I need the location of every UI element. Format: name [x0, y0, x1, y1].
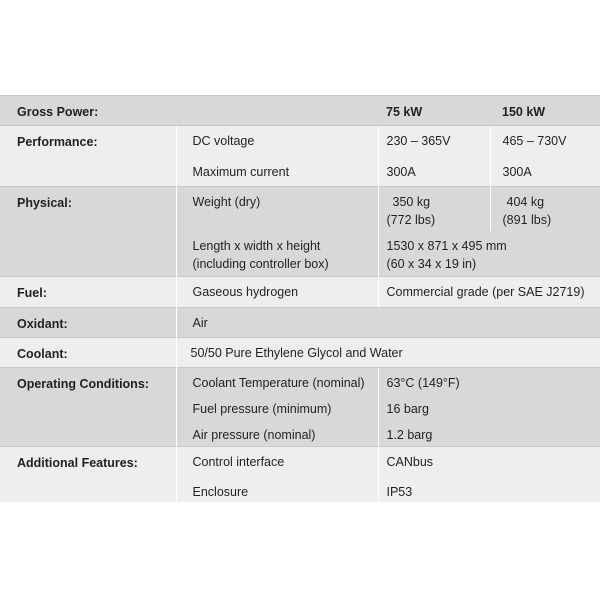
- dc-voltage-150: 465 – 730V: [490, 126, 600, 157]
- dimensions-value-line1: 1530 x 871 x 495 mm: [386, 238, 507, 253]
- dc-voltage-label: DC voltage: [176, 126, 378, 157]
- weight-75-kg: 350 kg: [392, 195, 431, 209]
- fuel-label: Fuel:: [0, 277, 176, 308]
- physical-label: Physical:: [0, 187, 176, 277]
- coolant-temp-label: Coolant Temperature (nominal): [176, 368, 378, 394]
- dimensions-value-line2: (60 x 34 x 19 in): [386, 256, 477, 271]
- coolant-label: Coolant:: [0, 338, 176, 368]
- fuel-grade: Commercial grade (per SAE J2719): [378, 277, 600, 308]
- dc-voltage-75: 230 – 365V: [378, 126, 490, 157]
- max-current-150: 300A: [490, 157, 600, 187]
- weight-75: [378, 187, 490, 231]
- col-75kw-header: 75 kW: [378, 96, 490, 126]
- oxidant-label: Oxidant:: [0, 308, 176, 338]
- control-interface-value: CANbus: [378, 447, 600, 477]
- dimensions-value: [378, 231, 600, 277]
- dimensions-label-line2: (including controller box): [192, 256, 329, 271]
- air-pressure-value: 1.2 barg: [378, 420, 600, 447]
- col-150kw-header: 150 kW: [490, 96, 600, 126]
- control-interface-label: Control interface: [176, 447, 378, 477]
- gross-power-label: Gross Power:: [0, 96, 176, 126]
- gross-power-row: [0, 96, 600, 126]
- dimensions-label-line1: Length x width x height: [192, 238, 321, 253]
- coolant-temp-row: [0, 368, 600, 394]
- additional-features-label: Additional Features:: [0, 447, 176, 502]
- coolant-value: 50/50 Pure Ethylene Glycol and Water: [176, 338, 600, 368]
- enclosure-label: Enclosure: [176, 477, 378, 502]
- fuel-pressure-value: 16 barg: [378, 394, 600, 420]
- weight-150: [490, 187, 600, 231]
- oxidant-row: [0, 308, 600, 338]
- weight-150-kg: 404 kg: [506, 195, 545, 209]
- weight-label: Weight (dry): [176, 187, 378, 231]
- performance-label: Performance:: [0, 126, 176, 187]
- operating-conditions-label: Operating Conditions:: [0, 368, 176, 447]
- spec-table: [0, 95, 600, 502]
- fuel-row: [0, 277, 600, 308]
- dimensions-label: [176, 231, 378, 277]
- weight-150-lbs: (891 lbs): [502, 213, 552, 227]
- weight-row: [0, 187, 600, 231]
- oxidant-value: Air: [176, 308, 600, 338]
- coolant-row: [0, 338, 600, 368]
- dc-voltage-row: [0, 126, 600, 157]
- control-interface-row: [0, 447, 600, 477]
- weight-75-lbs: (772 lbs): [386, 213, 436, 227]
- enclosure-value: IP53: [378, 477, 600, 502]
- fuel-type: Gaseous hydrogen: [176, 277, 378, 308]
- air-pressure-label: Air pressure (nominal): [176, 420, 378, 447]
- coolant-temp-value: 63°C (149°F): [378, 368, 600, 394]
- max-current-75: 300A: [378, 157, 490, 187]
- max-current-label: Maximum current: [176, 157, 378, 187]
- fuel-pressure-label: Fuel pressure (minimum): [176, 394, 378, 420]
